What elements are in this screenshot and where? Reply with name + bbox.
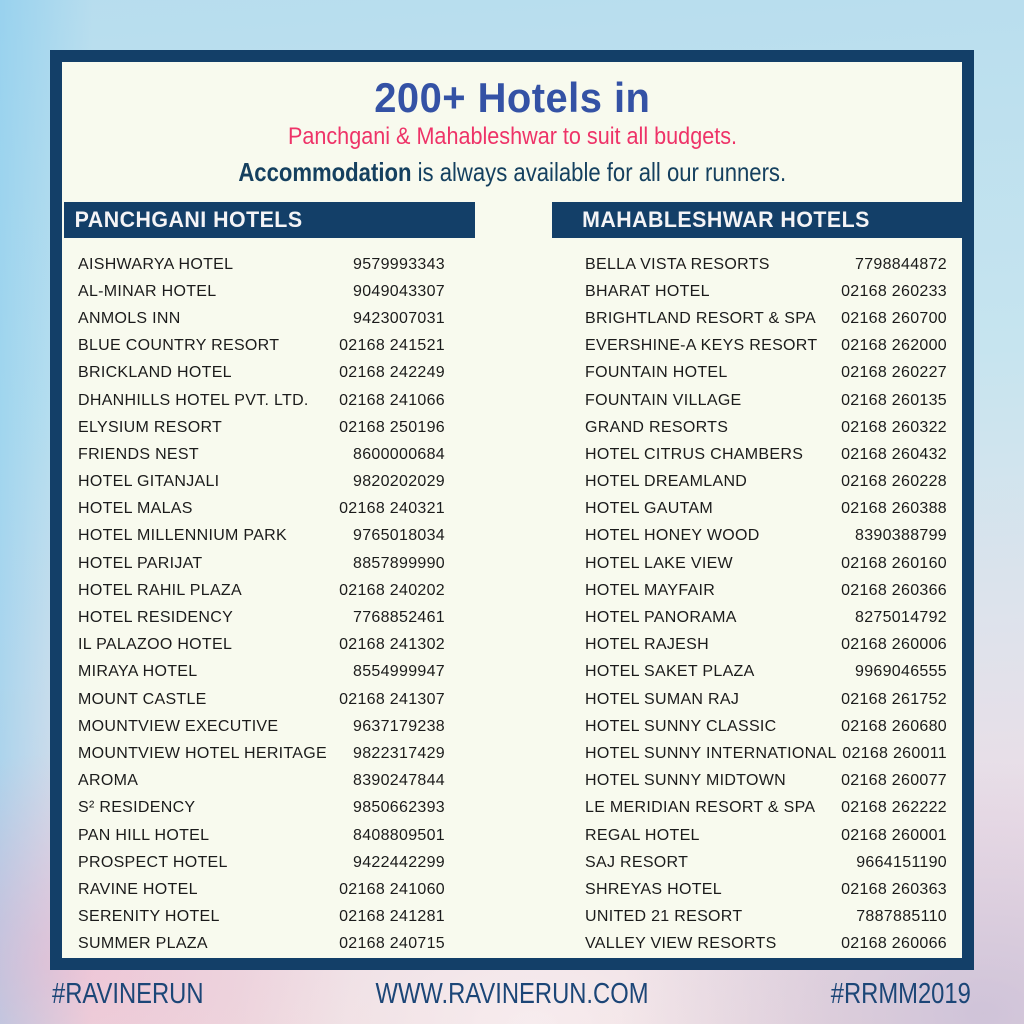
panchgani-header-bar [64,202,475,238]
hotel-row [78,441,445,468]
hotel-name: LE MERIDIAN RESORT & SPA [585,799,816,817]
hotel-name: HOTEL RESIDENCY [78,609,234,627]
page-title: 200+ Hotels in [373,74,651,121]
hotel-row [585,441,947,468]
hotel-row [78,931,445,958]
hotel-row [585,931,947,958]
hotel-phone: 02168 260680 [841,717,947,735]
hotel-phone: 9422442299 [353,853,445,871]
hotel-row [78,822,445,849]
hotel-phone: 02168 241281 [339,908,445,926]
mahableshwar-header-bar [552,202,962,238]
hotel-row [78,251,445,278]
hotel-row [78,740,445,767]
hotel-phone: 8408809501 [353,826,445,844]
hotel-name: ANMOLS INN [78,309,181,327]
hotel-name: AROMA [78,772,139,790]
footer [0,978,1024,1018]
hotel-phone: 02168 240321 [339,500,445,518]
hotel-name: MIRAYA HOTEL [78,663,198,681]
hotel-row [585,686,947,713]
hotel-phone: 7798844872 [855,255,947,273]
hashtag-ravinerun: #RAVINERUN [52,978,204,1010]
hotel-name: HOTEL SUMAN RAJ [585,690,740,708]
hotel-name: ELYSIUM RESORT [78,418,223,436]
hotel-row [78,604,445,631]
hotel-row [78,659,445,686]
hotel-phone: 9822317429 [353,744,445,762]
hotel-row [78,849,445,876]
hotel-name: MOUNT CASTLE [78,690,207,708]
hotel-phone: 02168 260363 [841,880,947,898]
hotel-name: HOTEL CITRUS CHAMBERS [585,445,804,463]
hotel-name: HOTEL PARIJAT [78,554,203,572]
hotel-row [585,768,947,795]
hotel-row [585,387,947,414]
hotel-row [585,577,947,604]
accommodation-note-bold: Accommodation [238,157,412,187]
hotel-row [585,632,947,659]
hotel-phone: 02168 260227 [841,364,947,382]
hotel-row [585,795,947,822]
hotel-row [585,713,947,740]
hotel-row [78,795,445,822]
hotel-phone: 02168 240715 [339,935,445,953]
hotel-name: BHARAT HOTEL [585,282,710,300]
hotel-row [585,849,947,876]
hotel-row [78,469,445,496]
hotel-phone: 02168 260366 [841,581,947,599]
card-header [62,74,962,188]
hotel-name: HOTEL GITANJALI [78,473,220,491]
hotel-name: HOTEL MAYFAIR [585,581,716,599]
hotel-row [585,305,947,332]
hotel-row [78,305,445,332]
hotel-phone: 8390388799 [855,527,947,545]
hotel-name: BRICKLAND HOTEL [78,364,232,382]
hotel-name: EVERSHINE-A KEYS RESORT [585,337,818,355]
hotel-phone: 02168 262000 [841,337,947,355]
hotel-name: SUMMER PLAZA [78,935,208,953]
hotel-name: HOTEL SAKET PLAZA [585,663,755,681]
hotel-name: HOTEL GAUTAM [585,500,714,518]
subtitle-text: Panchgani & Mahableshwar to suit all budgets. [287,123,737,150]
hotel-phone: 02168 241302 [339,636,445,654]
hotel-name: RAVINE HOTEL [78,880,198,898]
hotel-name: REGAL HOTEL [585,826,700,844]
hotel-phone: 8600000684 [353,445,445,463]
hotel-name: HOTEL SUNNY INTERNATIONAL [585,744,837,762]
hotel-name: MOUNTVIEW EXECUTIVE [78,717,279,735]
hotel-name: BELLA VISTA RESORTS [585,255,770,273]
hotel-phone: 9423007031 [353,309,445,327]
hotel-phone: 9664151190 [856,853,947,871]
hotel-name: HOTEL DREAMLAND [585,473,748,491]
hotel-row [78,414,445,441]
hotel-phone: 02168 260066 [841,935,947,953]
hotel-row [585,251,947,278]
hotel-row [585,740,947,767]
hotel-phone: 02168 260135 [841,391,947,409]
hotel-row [78,904,445,931]
hotel-phone: 02168 260006 [841,636,947,654]
hotel-phone: 02168 260160 [841,554,947,572]
panchgani-header-label: PANCHGANI HOTELS [74,207,303,232]
hotel-phone: 02168 262222 [841,799,947,817]
hotel-phone: 02168 260388 [841,500,947,518]
hotel-row [585,604,947,631]
hotel-row [585,469,947,496]
hotel-phone: 02168 260322 [841,418,947,436]
hotel-phone: 02168 260077 [841,772,947,790]
hotel-phone: 02168 250196 [339,418,445,436]
hotel-name: HOTEL MALAS [78,500,193,518]
hotel-name: FOUNTAIN HOTEL [585,364,728,382]
hotel-row [585,414,947,441]
hotel-phone: 02168 260432 [841,445,947,463]
hotel-row [78,360,445,387]
hotel-row [78,768,445,795]
hotel-phone: 9850662393 [353,799,445,817]
hotel-row [585,496,947,523]
mahableshwar-hotel-list [552,251,962,958]
hotel-name: SHREYAS HOTEL [585,880,722,898]
hotel-phone: 02168 241521 [339,337,445,355]
hotel-phone: 02168 261752 [841,690,947,708]
hotel-name: FRIENDS NEST [78,445,199,463]
hotel-name: HOTEL RAJESH [585,636,709,654]
hotel-phone: 8554999947 [353,663,445,681]
hotels-card [50,50,974,970]
hotel-phone: 7768852461 [353,609,445,627]
hotel-row [585,278,947,305]
hotel-phone: 02168 241307 [339,690,445,708]
hotel-row [78,577,445,604]
panchgani-hotel-list [64,251,475,958]
accommodation-note-rest: is always available for all our runners. [417,157,786,187]
hotel-phone: 7887885110 [856,908,947,926]
hotel-name: HOTEL PANORAMA [585,609,737,627]
website-url: WWW.RAVINERUN.COM [375,978,649,1010]
hotel-name: AISHWARYA HOTEL [78,255,234,273]
hotel-phone: 9579993343 [353,255,445,273]
hotel-phone: 02168 260233 [841,282,947,300]
hotel-name: VALLEY VIEW RESORTS [585,935,777,953]
hotel-phone: 9969046555 [855,663,947,681]
hotel-phone: 9049043307 [353,282,445,300]
mahableshwar-header-label: MAHABLESHWAR HOTELS [582,207,870,232]
hotel-name: SERENITY HOTEL [78,908,220,926]
hotel-phone: 02168 242249 [339,364,445,382]
hotel-row [585,523,947,550]
hotel-name: UNITED 21 RESORT [585,908,743,926]
hotel-row [585,822,947,849]
hotel-phone: 8390247844 [353,772,445,790]
hotel-row [78,550,445,577]
hotel-name: SAJ RESORT [585,853,689,871]
hotel-name: FOUNTAIN VILLAGE [585,391,742,409]
hotel-phone: 02168 240202 [339,581,445,599]
hotel-row [585,550,947,577]
hotel-phone: 8857899990 [353,554,445,572]
hotel-name: GRAND RESORTS [585,418,729,436]
hotel-phone: 02168 241066 [339,391,445,409]
hotel-phone: 02168 241060 [339,880,445,898]
hotel-row [585,333,947,360]
hotel-phone: 9820202029 [353,473,445,491]
hotel-name: HOTEL SUNNY CLASSIC [585,717,777,735]
hotel-row [78,876,445,903]
accommodation-note-text [238,157,786,188]
hotel-name: HOTEL MILLENNIUM PARK [78,527,288,545]
hotel-phone: 02168 260228 [841,473,947,491]
hotel-row [78,496,445,523]
hotel-name: BLUE COUNTRY RESORT [78,337,280,355]
hotel-name: HOTEL LAKE VIEW [585,554,733,572]
hotel-row [78,632,445,659]
hotel-name: PROSPECT HOTEL [78,853,228,871]
hotel-row [78,387,445,414]
hotel-row [585,876,947,903]
hotel-phone: 02168 260700 [841,309,947,327]
subtitle [62,123,962,151]
hotel-name: HOTEL HONEY WOOD [585,527,760,545]
hotel-row [585,360,947,387]
hotel-name: AL-MINAR HOTEL [78,282,217,300]
hashtag-rrmm2019: #RRMM2019 [830,978,971,1010]
hotel-phone: 9765018034 [353,527,445,545]
hotel-name: PAN HILL HOTEL [78,826,210,844]
hotel-row [78,686,445,713]
hotel-name: HOTEL SUNNY MIDTOWN [585,772,786,790]
hotel-row [78,713,445,740]
hotel-name: S² RESIDENCY [78,799,196,817]
hotel-row [585,904,947,931]
hotel-row [585,659,947,686]
hotel-phone: 02168 260011 [842,744,947,762]
hotel-row [78,333,445,360]
hotel-name: BRIGHTLAND RESORT & SPA [585,309,816,327]
hotel-row [78,278,445,305]
hotel-name: IL PALAZOO HOTEL [78,636,233,654]
hotel-name: MOUNTVIEW HOTEL HERITAGE [78,744,327,762]
hotel-phone: 02168 260001 [841,826,947,844]
hotel-row [78,523,445,550]
accommodation-note [62,157,962,188]
hotel-name: DHANHILLS HOTEL PVT. LTD. [78,391,309,409]
hotel-phone: 8275014792 [855,609,947,627]
hotel-phone: 9637179238 [353,717,445,735]
hotel-name: HOTEL RAHIL PLAZA [78,581,242,599]
